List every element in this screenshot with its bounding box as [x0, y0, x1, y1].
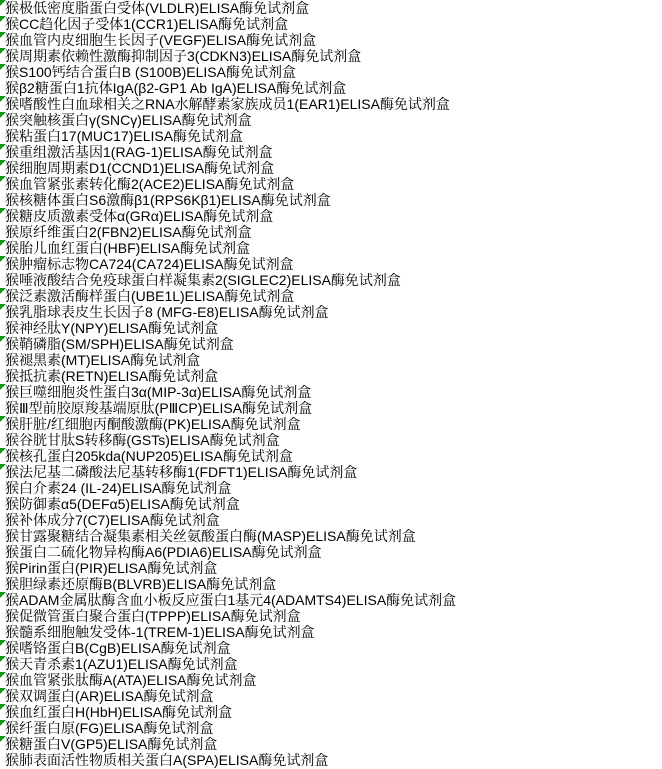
list-item-label: 猴粘蛋白17(MUC17)ELISA酶免试剂盒 [5, 128, 244, 144]
green-corner-icon [0, 112, 6, 118]
list-item[interactable] [0, 224, 662, 240]
list-item-label: 猴蛋白二硫化物异构酶A6(PDIA6)ELISA酶免试剂盒 [5, 544, 322, 560]
green-corner-icon [0, 176, 6, 182]
green-corner-icon [0, 32, 6, 38]
green-corner-icon [0, 640, 6, 646]
list-item-label: 猴血管紧张肽酶A(ATA)ELISA酶免试剂盒 [5, 672, 257, 688]
list-item-label: 猴核糖体蛋白S6激酶β1(RPS6Kβ1)ELISA酶免试剂盒 [5, 192, 331, 208]
list-item-label: 猴防御素α5(DEFα5)ELISA酶免试剂盒 [5, 496, 240, 512]
list-item[interactable] [0, 32, 662, 48]
list-item-label: 猴补体成分7(C7)ELISA酶免试剂盒 [5, 512, 220, 528]
list-item-label: 猴Pirin蛋白(PIR)ELISA酶免试剂盒 [5, 560, 218, 576]
list-item[interactable] [0, 528, 662, 544]
list-item-label: 猴ADAM金属肽酶含血小板反应蛋白1基元4(ADAMTS4)ELISA酶免试剂盒 [5, 592, 457, 608]
list-item[interactable] [0, 320, 662, 336]
list-item[interactable] [0, 16, 662, 32]
green-corner-icon [0, 736, 6, 742]
list-item[interactable] [0, 384, 662, 400]
green-corner-icon [0, 48, 6, 54]
list-item-label: 猴肿瘤标志物CA724(CA724)ELISA酶免试剂盒 [5, 256, 294, 272]
list-item-label: 猴突触核蛋白γ(SNCγ)ELISA酶免试剂盒 [5, 112, 252, 128]
list-item[interactable] [0, 272, 662, 288]
list-item[interactable] [0, 80, 662, 96]
green-corner-icon [0, 592, 6, 598]
list-item-label: 猴重组激活基因1(RAG-1)ELISA酶免试剂盒 [5, 144, 273, 160]
list-item[interactable] [0, 0, 662, 16]
list-item-label: 猴肺表面活性物质相关蛋白A(SPA)ELISA酶免试剂盒 [5, 752, 329, 768]
list-item[interactable] [0, 288, 662, 304]
list-item[interactable] [0, 368, 662, 384]
list-item-label: 猴S100钙结合蛋白B (S100B)ELISA酶免试剂盒 [5, 64, 296, 80]
list-item-label: 猴嗜酸性白血球相关之RNA水解酵素家族成员1(EAR1)ELISA酶免试剂盒 [5, 96, 450, 112]
list-item-label: 猴抵抗素(RETN)ELISA酶免试剂盒 [5, 368, 219, 384]
list-item[interactable] [0, 128, 662, 144]
list-item[interactable] [0, 112, 662, 128]
list-item-label: 猴促微管蛋白聚合蛋白(TPPP)ELISA酶免试剂盒 [5, 608, 301, 624]
list-item-label: 猴双调蛋白(AR)ELISA酶免试剂盒 [5, 688, 214, 704]
list-item[interactable] [0, 688, 662, 704]
list-item-label: 猴Ⅲ型前胶原羧基端原肽(PⅢCP)ELISA酶免试剂盒 [5, 400, 313, 416]
green-corner-icon [0, 720, 6, 726]
list-item-label: 猴原纤维蛋白2(FBN2)ELISA酶免试剂盒 [5, 224, 252, 240]
green-corner-icon [0, 240, 6, 246]
green-corner-icon [0, 160, 6, 166]
list-item-label: 猴谷胱甘肽S转移酶(GSTs)ELISA酶免试剂盒 [5, 432, 280, 448]
list-item[interactable] [0, 416, 662, 432]
green-corner-icon [0, 448, 6, 454]
list-item-label: 猴天青杀素1(AZU1)ELISA酶免试剂盒 [5, 656, 238, 672]
green-corner-icon [0, 0, 6, 6]
list-item-label: 猴白介素24 (IL-24)ELISA酶免试剂盒 [5, 480, 232, 496]
list-item-label: 猴泛素激活酶样蛋白(UBE1L)ELISA酶免试剂盒 [5, 288, 295, 304]
list-item[interactable] [0, 496, 662, 512]
green-corner-icon [0, 16, 6, 22]
list-item[interactable] [0, 672, 662, 688]
list-item[interactable] [0, 464, 662, 480]
list-item[interactable] [0, 336, 662, 352]
list-item[interactable] [0, 432, 662, 448]
green-corner-icon [0, 464, 6, 470]
green-corner-icon [0, 288, 6, 294]
list-item[interactable] [0, 656, 662, 672]
green-corner-icon [0, 704, 6, 710]
list-item-label: 猴髓系细胞触发受体-1(TREM-1)ELISA酶免试剂盒 [5, 624, 315, 640]
list-item[interactable] [0, 304, 662, 320]
list-item[interactable] [0, 48, 662, 64]
list-item[interactable] [0, 544, 662, 560]
green-corner-icon [0, 144, 6, 150]
list-item-label: 猴血管内皮细胞生长因子(VEGF)ELISA酶免试剂盒 [5, 32, 317, 48]
list-item[interactable] [0, 560, 662, 576]
list-item-label: 猴血管紧张素转化酶2(ACE2)ELISA酶免试剂盒 [5, 176, 295, 192]
green-corner-icon [0, 304, 6, 310]
green-corner-icon [0, 336, 6, 342]
list-item[interactable] [0, 448, 662, 464]
list-item[interactable] [0, 176, 662, 192]
list-item-label: 猴巨噬细胞炎性蛋白3α(MIP-3α)ELISA酶免试剂盒 [5, 384, 312, 400]
list-item[interactable] [0, 208, 662, 224]
list-item-label: 猴法尼基二磷酸法尼基转移酶1(FDFT1)ELISA酶免试剂盒 [5, 464, 358, 480]
list-item[interactable] [0, 160, 662, 176]
green-corner-icon [0, 384, 6, 390]
list-item[interactable] [0, 192, 662, 208]
list-item-label: 猴胎儿血红蛋白(HBF)ELISA酶免试剂盒 [5, 240, 251, 256]
list-item-label: 猴β2糖蛋白1抗体IgA(β2-GP1 Ab IgA)ELISA酶免试剂盒 [5, 80, 347, 96]
list-item[interactable] [0, 576, 662, 592]
list-item[interactable] [0, 64, 662, 80]
list-item-label: 猴胆绿素还原酶B(BLVRB)ELISA酶免试剂盒 [5, 576, 277, 592]
list-item-label: 猴血红蛋白H(HbH)ELISA酶免试剂盒 [5, 704, 233, 720]
green-corner-icon [0, 64, 6, 70]
list-item-label: 猴核孔蛋白205kda(NUP205)ELISA酶免试剂盒 [5, 448, 293, 464]
list-item-label: 猴细胞周期素D1(CCND1)ELISA酶免试剂盒 [5, 160, 275, 176]
green-corner-icon [0, 208, 6, 214]
green-corner-icon [0, 96, 6, 102]
list-item-label: 猴嗜铬蛋白B(CgB)ELISA酶免试剂盒 [5, 640, 231, 656]
list-item[interactable] [0, 480, 662, 496]
list-item-label: 猴甘露聚糖结合凝集素相关丝氨酸蛋白酶(MASP)ELISA酶免试剂盒 [5, 528, 416, 544]
list-item[interactable] [0, 592, 662, 608]
list-item[interactable] [0, 704, 662, 720]
list-item-label: 猴乳脂球表皮生长因子8 (MFG-E8)ELISA酶免试剂盒 [5, 304, 329, 320]
list-item[interactable] [0, 512, 662, 528]
green-corner-icon [0, 688, 6, 694]
list-item-label: 猴极低密度脂蛋白受体(VLDLR)ELISA酶免试剂盒 [5, 0, 310, 16]
green-corner-icon [0, 672, 6, 678]
list-item-label: 猴周期素依赖性激酶抑制因子3(CDKN3)ELISA酶免试剂盒 [5, 48, 362, 64]
list-item[interactable] [0, 640, 662, 656]
list-item-label: 猴糖蛋白V(GP5)ELISA酶免试剂盒 [5, 736, 218, 752]
list-item-label: 猴神经肽Y(NPY)ELISA酶免试剂盒 [5, 320, 219, 336]
list-item[interactable] [0, 144, 662, 160]
green-corner-icon [0, 656, 6, 662]
list-item[interactable] [0, 720, 662, 736]
green-corner-icon [0, 416, 6, 422]
list-item[interactable] [0, 752, 662, 768]
list-item-label: 猴肝脏/红细胞丙酮酸激酶(PK)ELISA酶免试剂盒 [5, 416, 301, 432]
list-item[interactable] [0, 240, 662, 256]
list-item-label: 猴CC趋化因子受体1(CCR1)ELISA酶免试剂盒 [5, 16, 289, 32]
list-item[interactable] [0, 624, 662, 640]
list-item-label: 猴褪黑素(MT)ELISA酶免试剂盒 [5, 352, 201, 368]
list-item-label: 猴唾液酸结合免疫球蛋白样凝集素2(SIGLEC2)ELISA酶免试剂盒 [5, 272, 401, 288]
list-item-label: 猴纤蛋白原(FG)ELISA酶免试剂盒 [5, 720, 214, 736]
list-item[interactable] [0, 400, 662, 416]
list-item[interactable] [0, 256, 662, 272]
list-item[interactable] [0, 352, 662, 368]
list-item-label: 猴鞘磷脂(SM/SPH)ELISA酶免试剂盒 [5, 336, 234, 352]
list-item[interactable] [0, 608, 662, 624]
list-item[interactable] [0, 736, 662, 752]
green-corner-icon [0, 256, 6, 262]
list-item[interactable] [0, 96, 662, 112]
list-item-label: 猴糖皮质激素受体α(GRα)ELISA酶免试剂盒 [5, 208, 274, 224]
